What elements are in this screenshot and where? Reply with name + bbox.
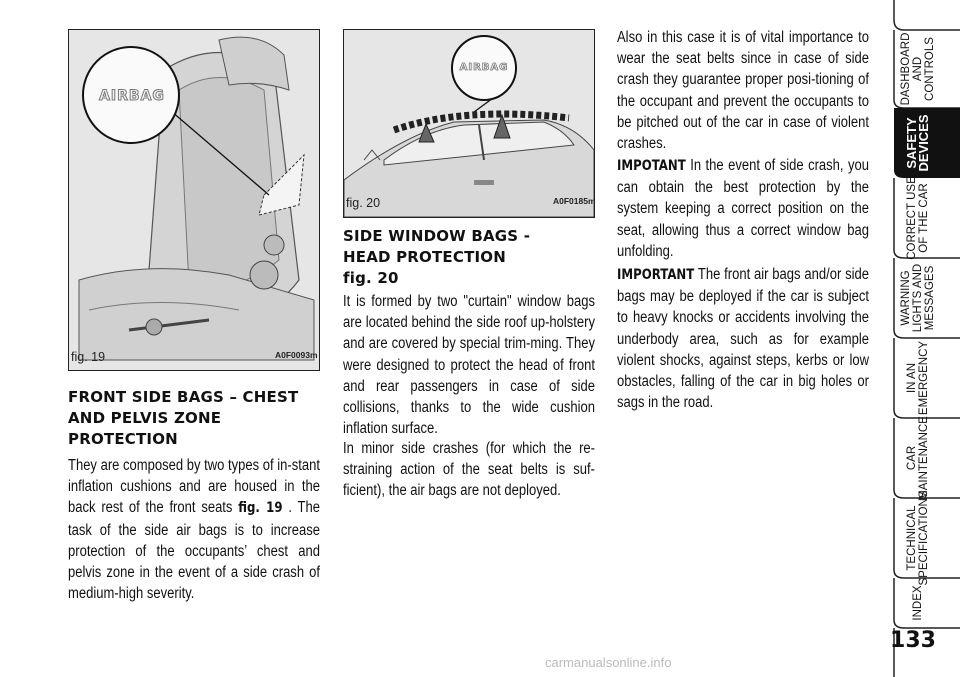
tab-warning-lights-and-messages[interactable] xyxy=(882,258,960,338)
tab-label xyxy=(906,341,930,415)
tab-line: AND xyxy=(912,56,924,82)
tab-line: CONTROLS xyxy=(924,37,936,101)
impotant-note xyxy=(617,155,869,262)
tab-index[interactable] xyxy=(882,578,960,628)
tab-label xyxy=(900,33,936,106)
tab-label xyxy=(900,264,936,332)
tab-line: DEVICES xyxy=(916,114,931,172)
front-side-bags-text xyxy=(68,455,320,604)
tab-line: OF THE CAR xyxy=(918,183,930,253)
tab-line: DASHBOARD xyxy=(900,32,912,106)
figure-19-code: A0F0093m xyxy=(275,350,318,360)
tab-car-maintenance[interactable] xyxy=(882,418,960,498)
tab-label xyxy=(906,114,930,171)
paragraph-text: They are composed by two types of in-stant inflation cushions and are housed in the back rest of the front seats xyxy=(68,457,320,517)
tab-in-an-emergency[interactable] xyxy=(882,338,960,418)
seat-illustration xyxy=(69,30,319,370)
figure-20-code: A0F0185m xyxy=(553,196,596,206)
tab-line: SPECIFICATIONS xyxy=(918,490,930,586)
tab-line: EMERGENCY xyxy=(918,340,930,416)
tab-line: WARNING xyxy=(900,270,912,326)
tab-line: INDEX xyxy=(912,585,924,621)
figure-reference: fig. 19 xyxy=(238,500,283,517)
tab-safety-devices[interactable] xyxy=(882,108,960,178)
heading-line: fig. 20 xyxy=(343,269,399,287)
page-number: 133 xyxy=(890,628,936,653)
note-text: In the event of side crash, you can obtain the best protection by the system keeping a correct position on the seat, allowing thus a correct window bag unfolding. xyxy=(617,157,869,260)
heading-line: HEAD PROTECTION xyxy=(343,248,506,266)
note-text: The front air bags and/or side bags may be deployed if the car is subject to heavy knocks or accidents involving the underbody area, such as for example violent shocks, against steps, kerbs or low obstacles, falling of the car in big holes or sags in the road. xyxy=(617,266,869,412)
tab-dashboard-and-controls[interactable] xyxy=(882,30,960,108)
airbag-badge-fig19: AIRBAG xyxy=(99,88,165,104)
chapter-tabs xyxy=(882,0,960,677)
note-label: IMPOTANT xyxy=(617,158,686,174)
tab-technical-specifications[interactable] xyxy=(882,490,960,586)
note-label: IMPORTANT xyxy=(617,267,695,283)
tab-correct-use-of-the-car[interactable] xyxy=(882,178,960,258)
tab-line: CAR xyxy=(906,445,918,471)
side-window-bags-heading xyxy=(343,226,603,289)
tab-label xyxy=(912,585,924,620)
heading-line: AND PELVIS ZONE xyxy=(68,409,222,427)
tab-label xyxy=(906,176,930,260)
watermark: carmanualsonline.info xyxy=(545,655,672,670)
tab-line: LIGHTS AND xyxy=(912,263,924,333)
tab-line: MAINTENANCE xyxy=(918,416,930,500)
figure-19-label: fig. 19 xyxy=(71,350,106,364)
tab-line: CORRECT USE xyxy=(906,176,918,260)
tab-line: MESSAGES xyxy=(924,265,936,331)
tab-line: IN AN xyxy=(906,362,918,394)
figure-20-image xyxy=(343,29,595,218)
important-note xyxy=(617,264,869,413)
heading-line: SIDE WINDOW BAGS - xyxy=(343,227,531,245)
front-side-bags-heading xyxy=(68,387,328,450)
heading-line: PROTECTION xyxy=(68,430,178,448)
tab-label xyxy=(906,416,930,500)
figure-19-image xyxy=(68,29,320,371)
heading-line: FRONT SIDE BAGS – CHEST xyxy=(68,388,299,406)
seat-belts-text: Also in this case it is of vital importance to wear the seat belts since in case of side crash they guarantee proper posi-tioning of the occupant and prevent the occupants to be pitched out of the car in case of violent crashes. xyxy=(617,29,869,153)
side-window-bags-text: It is formed by two "curtain" window bags are located behind the side roof up-holstery and are covered by special trim-ming. They were designed to protect the head of front and rear passengers in case of side collisions, thanks to the wide cushion inflation surface. xyxy=(343,293,595,438)
tab-line: SAFETY xyxy=(904,117,919,169)
car-side-illustration xyxy=(344,30,594,217)
airbag-badge-fig20: AIRBAG xyxy=(459,62,509,73)
paragraph-text: . The task of the side air bags is to increase protection of the occupants’ chest and pelvis zone in the event of a side crash of medium-high severity. xyxy=(68,499,320,603)
figure-20-label: fig. 20 xyxy=(346,196,381,210)
minor-crashes-text: In minor side crashes (for which the re-straining action of the seat belts is suf-ficient), the air bags are not deployed. xyxy=(343,440,595,500)
tab-label xyxy=(906,491,930,586)
tab-line: TECHNICAL xyxy=(906,505,918,571)
